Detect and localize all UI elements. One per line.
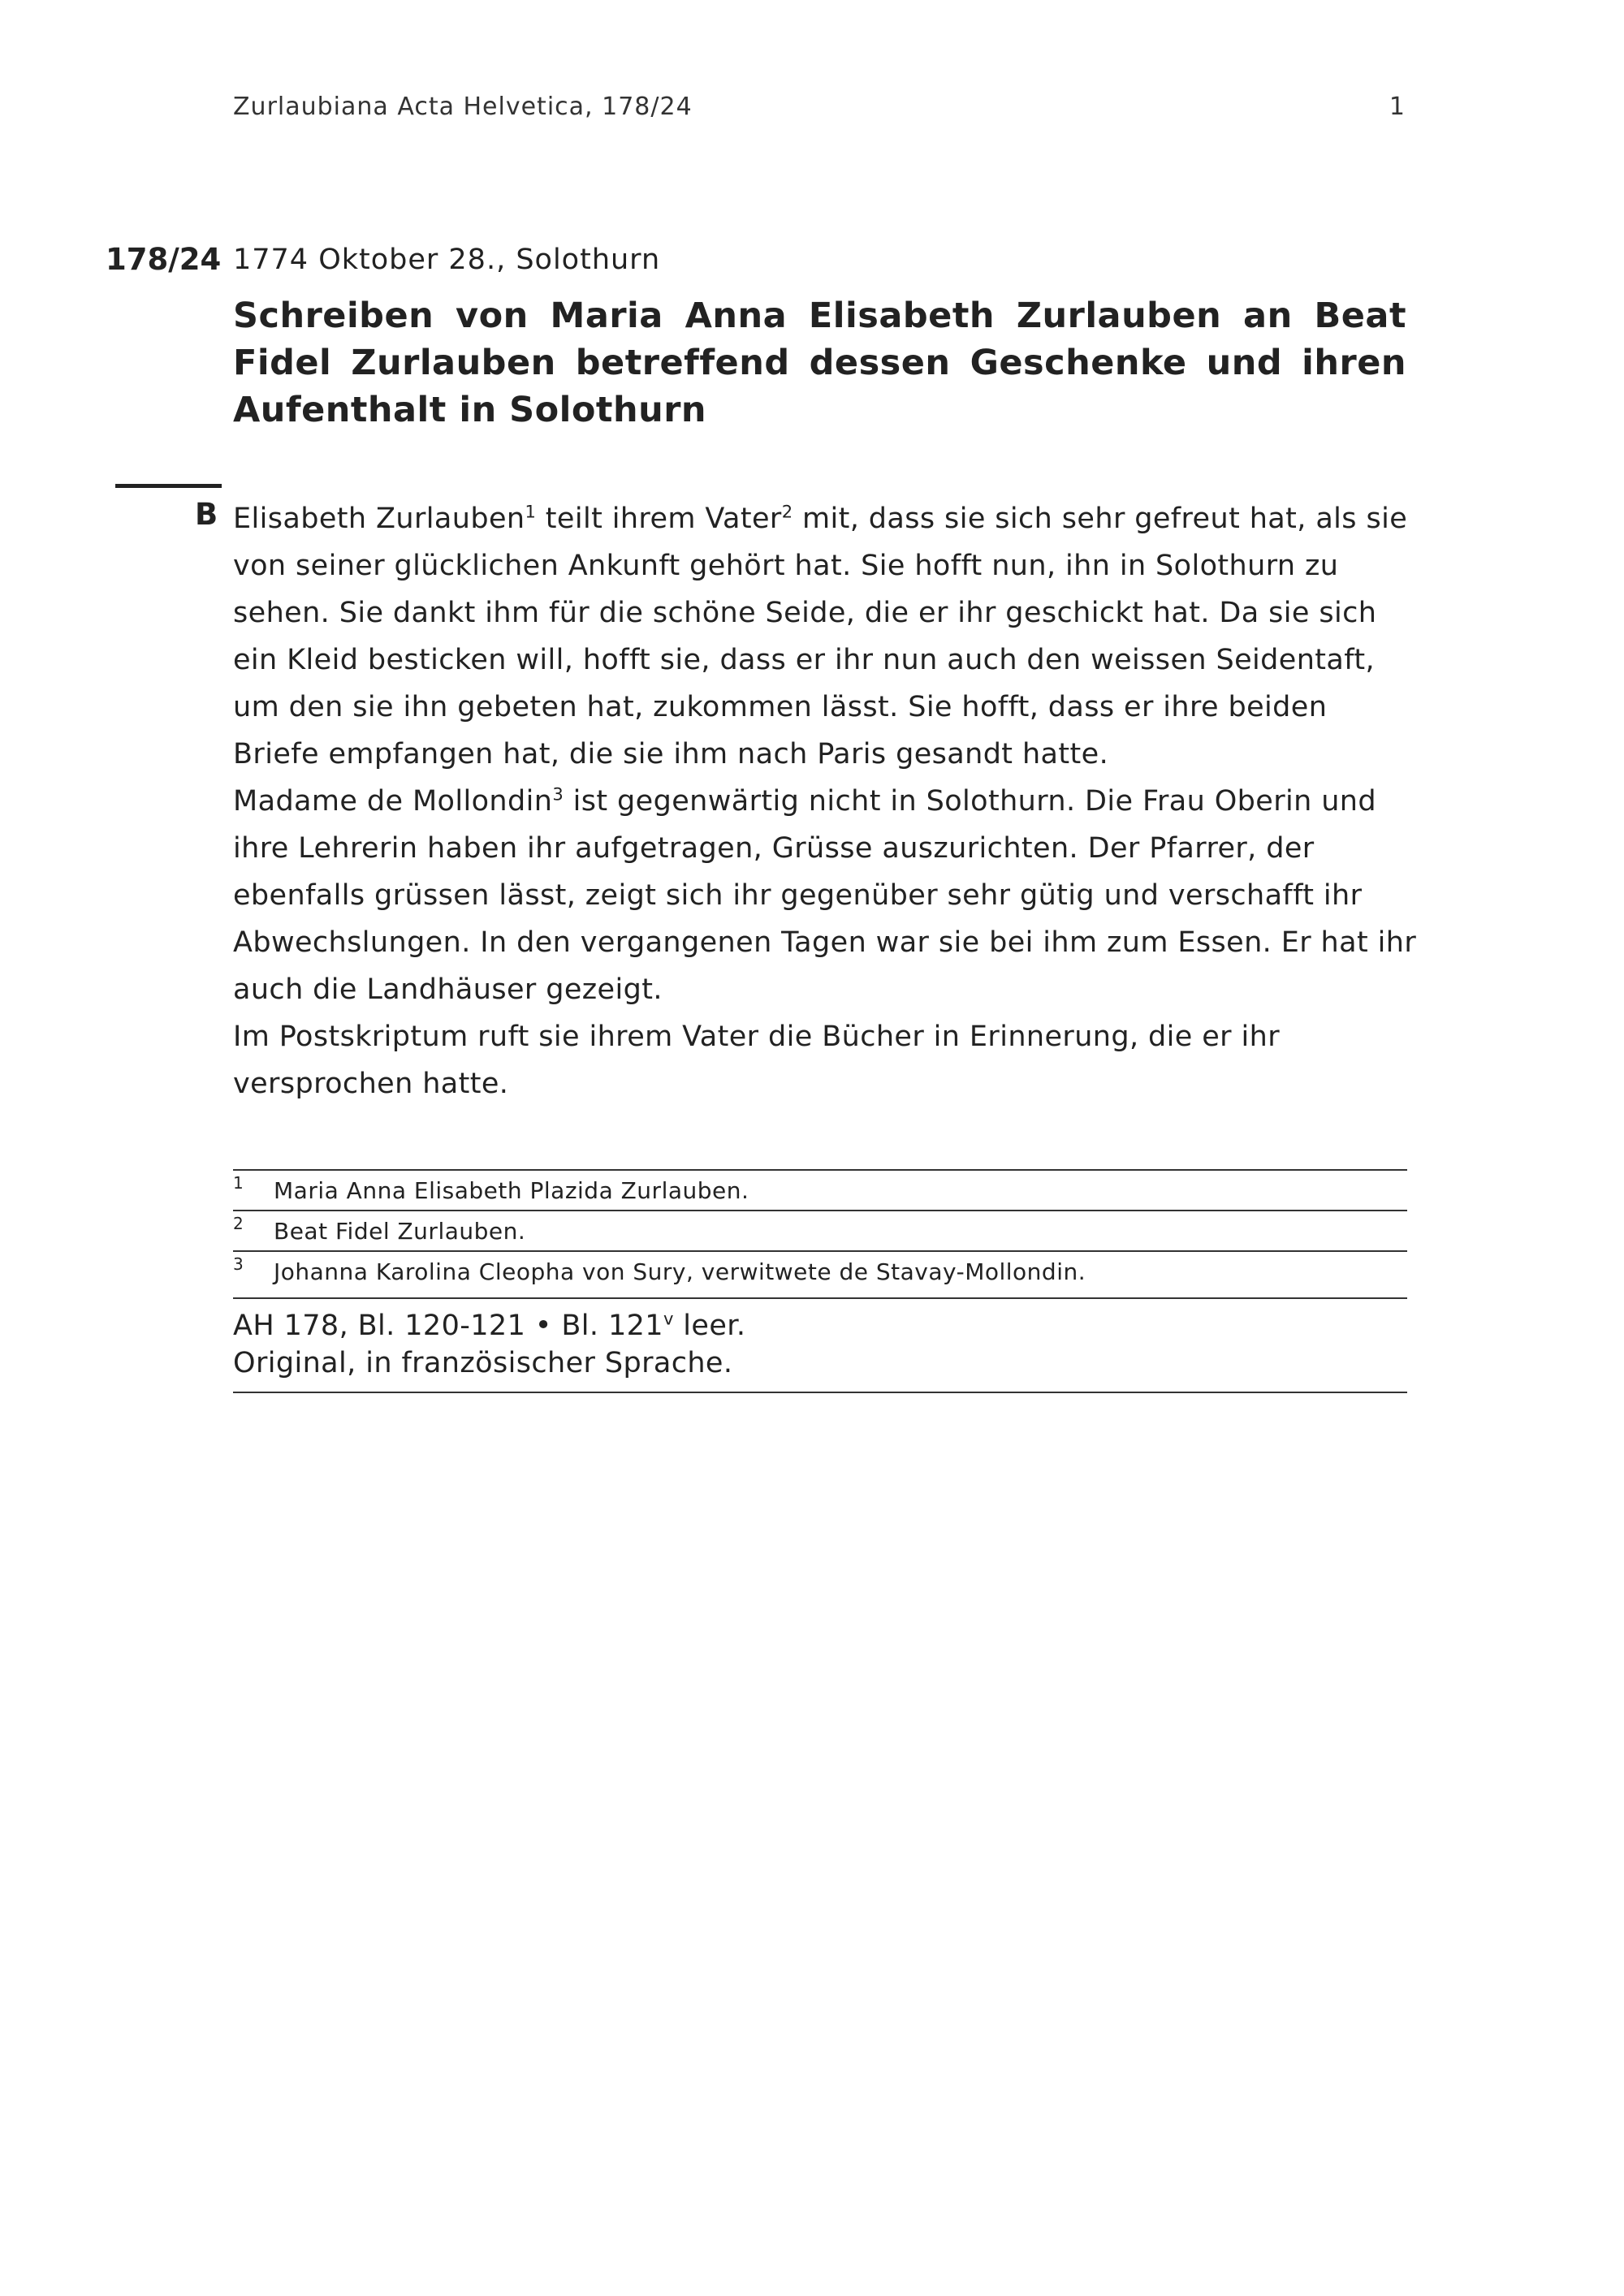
footnote-text: Johanna Karolina Cleopha von Sury, verwitwete de Stavay-Mollondin. — [274, 1258, 1086, 1285]
footnote-ref-3[interactable]: 3 — [552, 784, 564, 805]
abstract-paragraph-2 — [233, 778, 1419, 1013]
footnote-ref-1[interactable]: 1 — [525, 502, 537, 522]
section-rule — [115, 484, 222, 488]
footnote-text: Beat Fidel Zurlauben. — [274, 1218, 526, 1245]
abstract-text: teilt ihrem Vater — [536, 503, 782, 535]
abstract-paragraph-1 — [233, 495, 1419, 778]
footnote-number: 1 — [233, 1173, 244, 1193]
abstract-body — [233, 495, 1419, 1107]
document-title: Schreiben von Maria Anna Elisabeth Zurlauben an Beat Fidel Zurlauben betreffend dessen Geschenke und ihren Aufenthalt in Solothurn — [233, 296, 1406, 430]
abstract-text: mit, dass sie sich sehr gefreut hat, als sie von seiner glücklichen Ankunft gehört hat. Sie hofft nun, ihn in Solothurn zu sehen. Sie dankt ihm für die schöne Seide, die er ihr geschickt hat. Da sie sich ein Kleid besticken will, hofft sie, dass er ihr nun auch den weissen Seidentaft, um den sie ihn gebeten hat, zukommen lässt. Sie hofft, dass er ihre beiden Briefe empfangen hat, die sie ihm nach Paris gesandt hatte. — [233, 503, 1408, 770]
source-line-2: Original, in französischer Sprache. — [233, 1347, 733, 1379]
footnote-ref-2[interactable]: 2 — [781, 502, 793, 522]
running-head: Zurlaubiana Acta Helvetica, 178/24 — [233, 93, 693, 121]
page-number: 1 — [1389, 93, 1405, 121]
source-shelfmark: AH 178, Bl. 120-121 • Bl. 121 — [233, 1310, 663, 1342]
footnote-2 — [233, 1210, 1407, 1250]
footnote-text: Maria Anna Elisabeth Plazida Zurlauben. — [274, 1177, 749, 1204]
abstract-text: ist gegenwärtig nicht in Solothurn. Die Frau Oberin und ihre Lehrerin haben ihr aufgetragen, Grüsse auszurichten. Der Pfarrer, der ebenfalls grüssen lässt, zeigt sich ihr gegenüber sehr gütig und verschafft ihr Abwechslungen. In den vergangenen Tagen war sie bei ihm zum Essen. Er hat ihr auch die Landhäuser gezeigt. — [233, 785, 1417, 1006]
source-note-text: leer. — [673, 1310, 746, 1342]
abstract-paragraph-3: Im Postskriptum ruft sie ihrem Vater die Bücher in Erinnerung, die er ihr versprochen hatte. — [233, 1021, 1280, 1100]
footnotes — [233, 1169, 1407, 1291]
footnote-3 — [233, 1250, 1407, 1291]
footnote-number: 2 — [233, 1214, 244, 1233]
source-line-1 — [233, 1307, 1407, 1344]
verso-mark: v — [663, 1309, 674, 1329]
footnote-number: 3 — [233, 1254, 244, 1274]
abstract-label: B — [195, 497, 218, 532]
abstract-text: Elisabeth Zurlauben — [233, 503, 525, 535]
document-number: 178/24 — [106, 242, 222, 277]
abstract-text: Madame de Mollondin — [233, 785, 553, 818]
footnote-1 — [233, 1169, 1407, 1210]
document-date-place: 1774 Oktober 28., Solothurn — [233, 244, 661, 276]
source-note — [233, 1297, 1407, 1393]
